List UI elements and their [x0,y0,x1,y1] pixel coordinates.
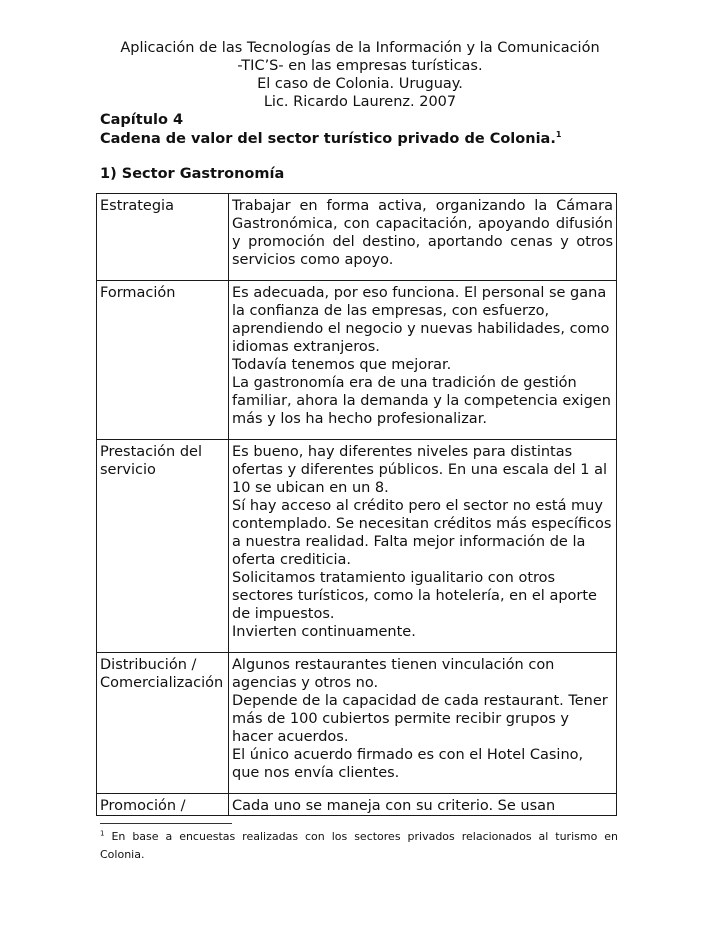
table-row [97,194,617,281]
value-chain-table [96,193,617,816]
content-line: que nos envía clientes. [232,765,400,781]
content-line: Gastronómica, con capacitación, apoyando difusión [232,216,613,232]
content-line: Solicitamos tratamiento igualitario con otros [232,570,556,586]
row-label: Formación [97,281,229,440]
footnote-text: En base a encuestas realizadas con los sectores privados relacionados al turismo en Colonia. [100,830,619,861]
content-line: idiomas extranjeros. [232,339,380,355]
footnote-number: 1 [100,829,105,838]
content-line: El único acuerdo firmado es con el Hotel Casino, [232,747,584,763]
content-line: agencias y otros no. [232,675,379,691]
content-line: Depende de la capacidad de cada restaurant. Tener [232,693,608,709]
content-line: Invierten continuamente. [232,624,416,640]
content-line: más de 100 cubiertos permite recibir grupos y [232,711,569,727]
table-row [97,281,617,440]
content-line: Es bueno, hay diferentes niveles para distintas [232,444,573,460]
header-line-4: Lic. Ricardo Laurenz. 2007 [263,94,457,110]
row-label: Prestación del servicio [97,440,229,653]
row-label: Distribución / Comercialización [97,653,229,794]
content-line: 10 se ubican en un 8. [232,480,389,496]
row-label: Promoción / [97,794,229,816]
content-line: a nuestra realidad. Falta mejor información de la [232,534,586,550]
row-content [229,653,617,794]
row-content [229,194,617,281]
content-line: Cada uno se maneja con su criterio. Se usan [232,798,556,814]
content-line: más y los ha hecho profesionalizar. [232,411,487,427]
content-line: de impuestos. [232,606,335,622]
content-line: servicios como apoyo. [232,252,394,268]
content-line: contemplado. Se necesitan créditos más específicos [232,516,612,532]
header-line-2: -TIC’S- en las empresas turísticas. [237,58,483,74]
chapter-footnote-ref: 1 [555,130,562,140]
header-line-1: Aplicación de las Tecnologías de la Información y la Comunicación [120,40,600,56]
chapter-number: Capítulo 4 [100,112,184,128]
table-row [97,653,617,794]
content-line: y promoción del destino, aportando cenas y otros [232,234,613,250]
content-line: la confianza de las empresas, con esfuerzo, [232,303,550,319]
footnote [100,828,618,864]
footnote-divider [100,823,232,824]
row-content [229,794,617,816]
chapter-heading [100,111,660,149]
content-line: Todavía tenemos que mejorar. [232,357,452,373]
content-line: ofertas y diferentes públicos. En una escala del 1 al [232,462,608,478]
content-line: oferta crediticia. [232,552,352,568]
content-line: La gastronomía era de una tradición de gestión [232,375,577,391]
chapter-title-line [100,130,660,149]
chapter-title: Cadena de valor del sector turístico privado de Colonia. [100,131,556,147]
content-line: hacer acuerdos. [232,729,349,745]
table-row [97,440,617,653]
section-title: 1) Sector Gastronomía [100,166,285,182]
row-label: Estrategia [97,194,229,281]
table-row [97,794,617,816]
content-line: sectores turísticos, como la hotelería, en el aporte [232,588,597,604]
row-content [229,281,617,440]
content-line: familiar, ahora la demanda y la competencia exigen [232,393,611,409]
content-line: aprendiendo el negocio y nuevas habilidades, como [232,321,610,337]
content-line: Trabajar en forma activa, organizando la Cámara [232,198,613,214]
content-line: Sí hay acceso al crédito pero el sector no está muy [232,498,603,514]
content-line: Algunos restaurantes tienen vinculación con [232,657,555,673]
header-line-3: El caso de Colonia. Uruguay. [257,76,463,92]
document-header [100,39,620,111]
row-content [229,440,617,653]
content-line: Es adecuada, por eso funciona. El personal se gana [232,285,607,301]
